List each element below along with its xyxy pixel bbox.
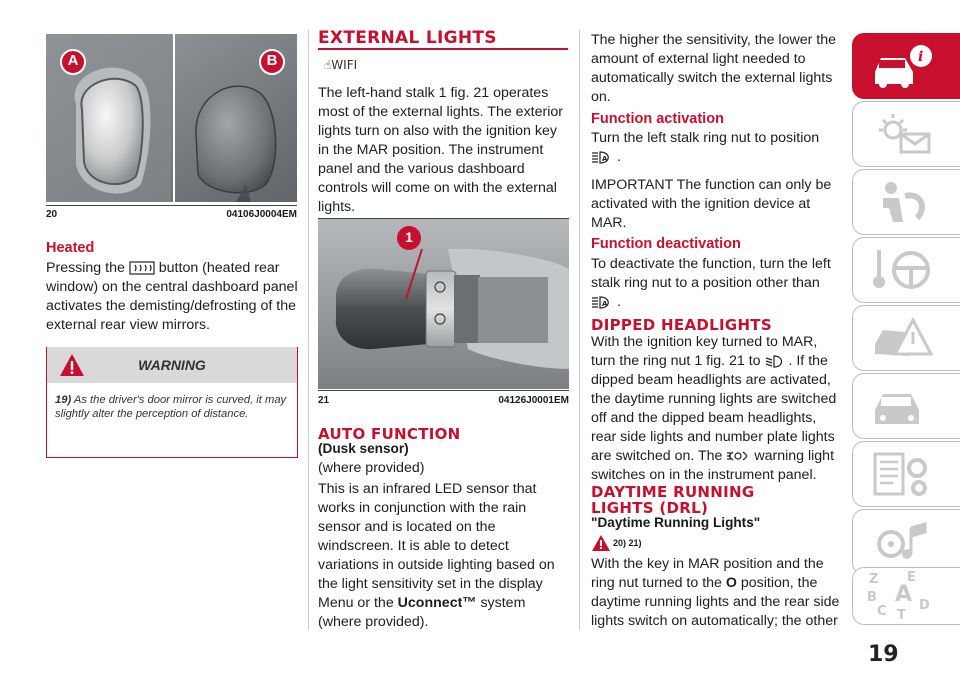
drl-title-line1: DAYTIME RUNNING <box>591 483 755 501</box>
index-letter-t: T <box>897 608 906 623</box>
warning-body: As the driver's door mirror is curved, it may slightly alter the perception of distance. <box>55 394 287 420</box>
figure-code: 04106J0004EM <box>226 209 297 220</box>
tab-maintenance[interactable] <box>852 373 960 439</box>
stalk-figure <box>318 218 569 389</box>
auto-headlight-icon <box>591 150 613 164</box>
svg-text:A: A <box>602 155 608 164</box>
page-number: 19 <box>868 642 899 667</box>
warning-text <box>47 383 297 421</box>
figure-caption-21 <box>318 395 569 406</box>
tab-technical-data[interactable] <box>852 441 960 507</box>
figure-caption-20 <box>46 209 297 220</box>
heated-paragraph <box>46 259 301 335</box>
figure-rule-20 <box>46 205 297 206</box>
wifi-glyph-text: ☝WIFI <box>324 58 358 72</box>
deactivation-end: . <box>616 294 621 310</box>
heated-text-before: Pressing the <box>46 260 125 276</box>
index-letter-e: E <box>907 570 916 585</box>
mirror-figure <box>46 34 297 202</box>
external-lights-title: EXTERNAL LIGHTS <box>318 28 497 48</box>
drl-position-o: O <box>725 575 737 591</box>
rear-defrost-icon <box>129 261 155 275</box>
side-lights-warning-icon <box>726 449 750 463</box>
function-activation-paragraph <box>591 129 839 167</box>
tab-car-info[interactable] <box>852 33 960 99</box>
drl-ref-numbers: 20) 21) <box>613 538 642 548</box>
mirror-illustration <box>46 34 297 202</box>
function-deactivation-heading: Function deactivation <box>591 236 741 252</box>
auto-function-paragraph <box>318 480 570 632</box>
activation-end: . <box>616 149 621 165</box>
index-letter-d: D <box>919 598 930 613</box>
index-letters <box>867 570 937 623</box>
car-info-icon <box>871 42 941 90</box>
activation-text: Turn the left stalk ring nut to position <box>591 130 820 146</box>
deactivation-text: To deactivate the function, turn the left stalk ring nut to a position other than <box>591 256 831 291</box>
drl-title-line2: LIGHTS (DRL) <box>591 499 709 517</box>
index-letter-c: C <box>877 604 887 619</box>
warning-triangle-icon <box>591 534 611 552</box>
figure-label-b: B <box>266 52 278 69</box>
drl-refs <box>591 534 642 552</box>
external-lights-intro: The left-hand stalk 1 fig. 21 operates most of the external lights. The exterior lights turn on also with the ignition key in the MAR position. The instrument panel and the various dashboard controls will come on with the external lights. <box>318 85 563 215</box>
heated-heading: Heated <box>46 240 95 256</box>
dipped-beam-icon <box>765 354 785 368</box>
drl-heading <box>591 484 754 516</box>
tab-safety[interactable] <box>852 169 960 235</box>
stalk-illustration <box>318 219 569 389</box>
index-letter-z: Z <box>869 572 879 587</box>
figure-number: 21 <box>318 395 330 406</box>
drl-paragraph <box>591 555 841 631</box>
auto-headlight-icon <box>591 295 613 309</box>
svg-text:A: A <box>602 300 608 309</box>
tab-emergency[interactable] <box>852 305 960 371</box>
index-letter-a: A <box>895 582 913 607</box>
drl-text-before: With the key in MAR position and the ring nut turned to the <box>591 556 824 591</box>
emergency-icon <box>871 314 941 362</box>
figure-label-a: A <box>67 52 79 69</box>
dipped-headlights-paragraph <box>591 333 841 485</box>
tab-multimedia[interactable] <box>852 509 960 575</box>
function-activation-heading: Function activation <box>591 111 724 127</box>
column-divider-2 <box>579 30 580 630</box>
dipped-headlights-heading: DIPPED HEADLIGHTS <box>591 316 772 334</box>
auto-function-heading: AUTO FUNCTION <box>318 425 461 443</box>
auto-function-where: (where provided) <box>318 460 425 476</box>
important-paragraph: IMPORTANT The function can only be activated with the ignition device at MAR. <box>591 177 832 231</box>
index-letter-b: B <box>867 590 877 605</box>
external-lights-heading <box>318 30 568 50</box>
dipped-text-before: With the ignition key turned to MAR, turn the ring nut 1 fig. 21 to <box>591 334 818 369</box>
svg-text:i: i <box>918 49 924 65</box>
warning-header <box>47 347 297 383</box>
technical-data-icon <box>871 450 941 498</box>
safety-icon <box>871 178 941 226</box>
tab-starting-driving[interactable] <box>852 237 960 303</box>
warning-ref: 19) <box>55 394 72 406</box>
uconnect-brand: Uconnect™ <box>397 595 477 611</box>
drl-subtitle: "Daytime Running Lights" <box>591 515 761 530</box>
figure-number: 20 <box>46 209 58 220</box>
column-divider-1 <box>308 30 309 630</box>
tab-index[interactable] <box>852 567 960 625</box>
figure-callout-1: 1 <box>405 229 413 245</box>
warning-box <box>46 347 298 458</box>
dipped-text-after: warning light switches on in the instrument panel. <box>591 448 835 483</box>
figure-code: 04126J0001EM <box>498 395 569 406</box>
warning-lights-icon <box>871 110 941 158</box>
auto-text-after: system (where provided). <box>318 595 526 630</box>
multimedia-icon <box>871 518 941 566</box>
sensitivity-paragraph: The higher the sensitivity, the lower the amount of external light needed to automatically switch the external lights on. <box>591 32 836 105</box>
warning-title: WARNING <box>138 357 206 373</box>
tab-warning-lights[interactable] <box>852 101 960 167</box>
heated-text-after: button (heated rear window) on the central dashboard panel activates the demisting/defrosting of the external rear view mirrors. <box>46 260 298 333</box>
maintenance-icon <box>871 382 941 430</box>
dipped-text-mid: . If the dipped beam headlights are activated, the daytime running lights are switched off and the dipped beam headlights, rear side lights and number plate lights are switched on. The <box>591 353 837 464</box>
wifi-glyph-icon <box>324 58 357 72</box>
starting-driving-icon <box>871 246 941 294</box>
drl-text-after: position, the daytime running lights and the rear side lights switch on automatically; the other <box>591 575 840 629</box>
auto-text-before: This is an infrared LED sensor that works in conjunction with the rain sensor and is located on the windscreen. It is able to detect variations in outside lighting based on the light sensitivity set in the display Menu or the <box>318 481 555 611</box>
figure-rule-21 <box>318 390 569 391</box>
auto-function-subtitle: (Dusk sensor) <box>318 441 409 456</box>
function-deactivation-paragraph <box>591 255 841 312</box>
